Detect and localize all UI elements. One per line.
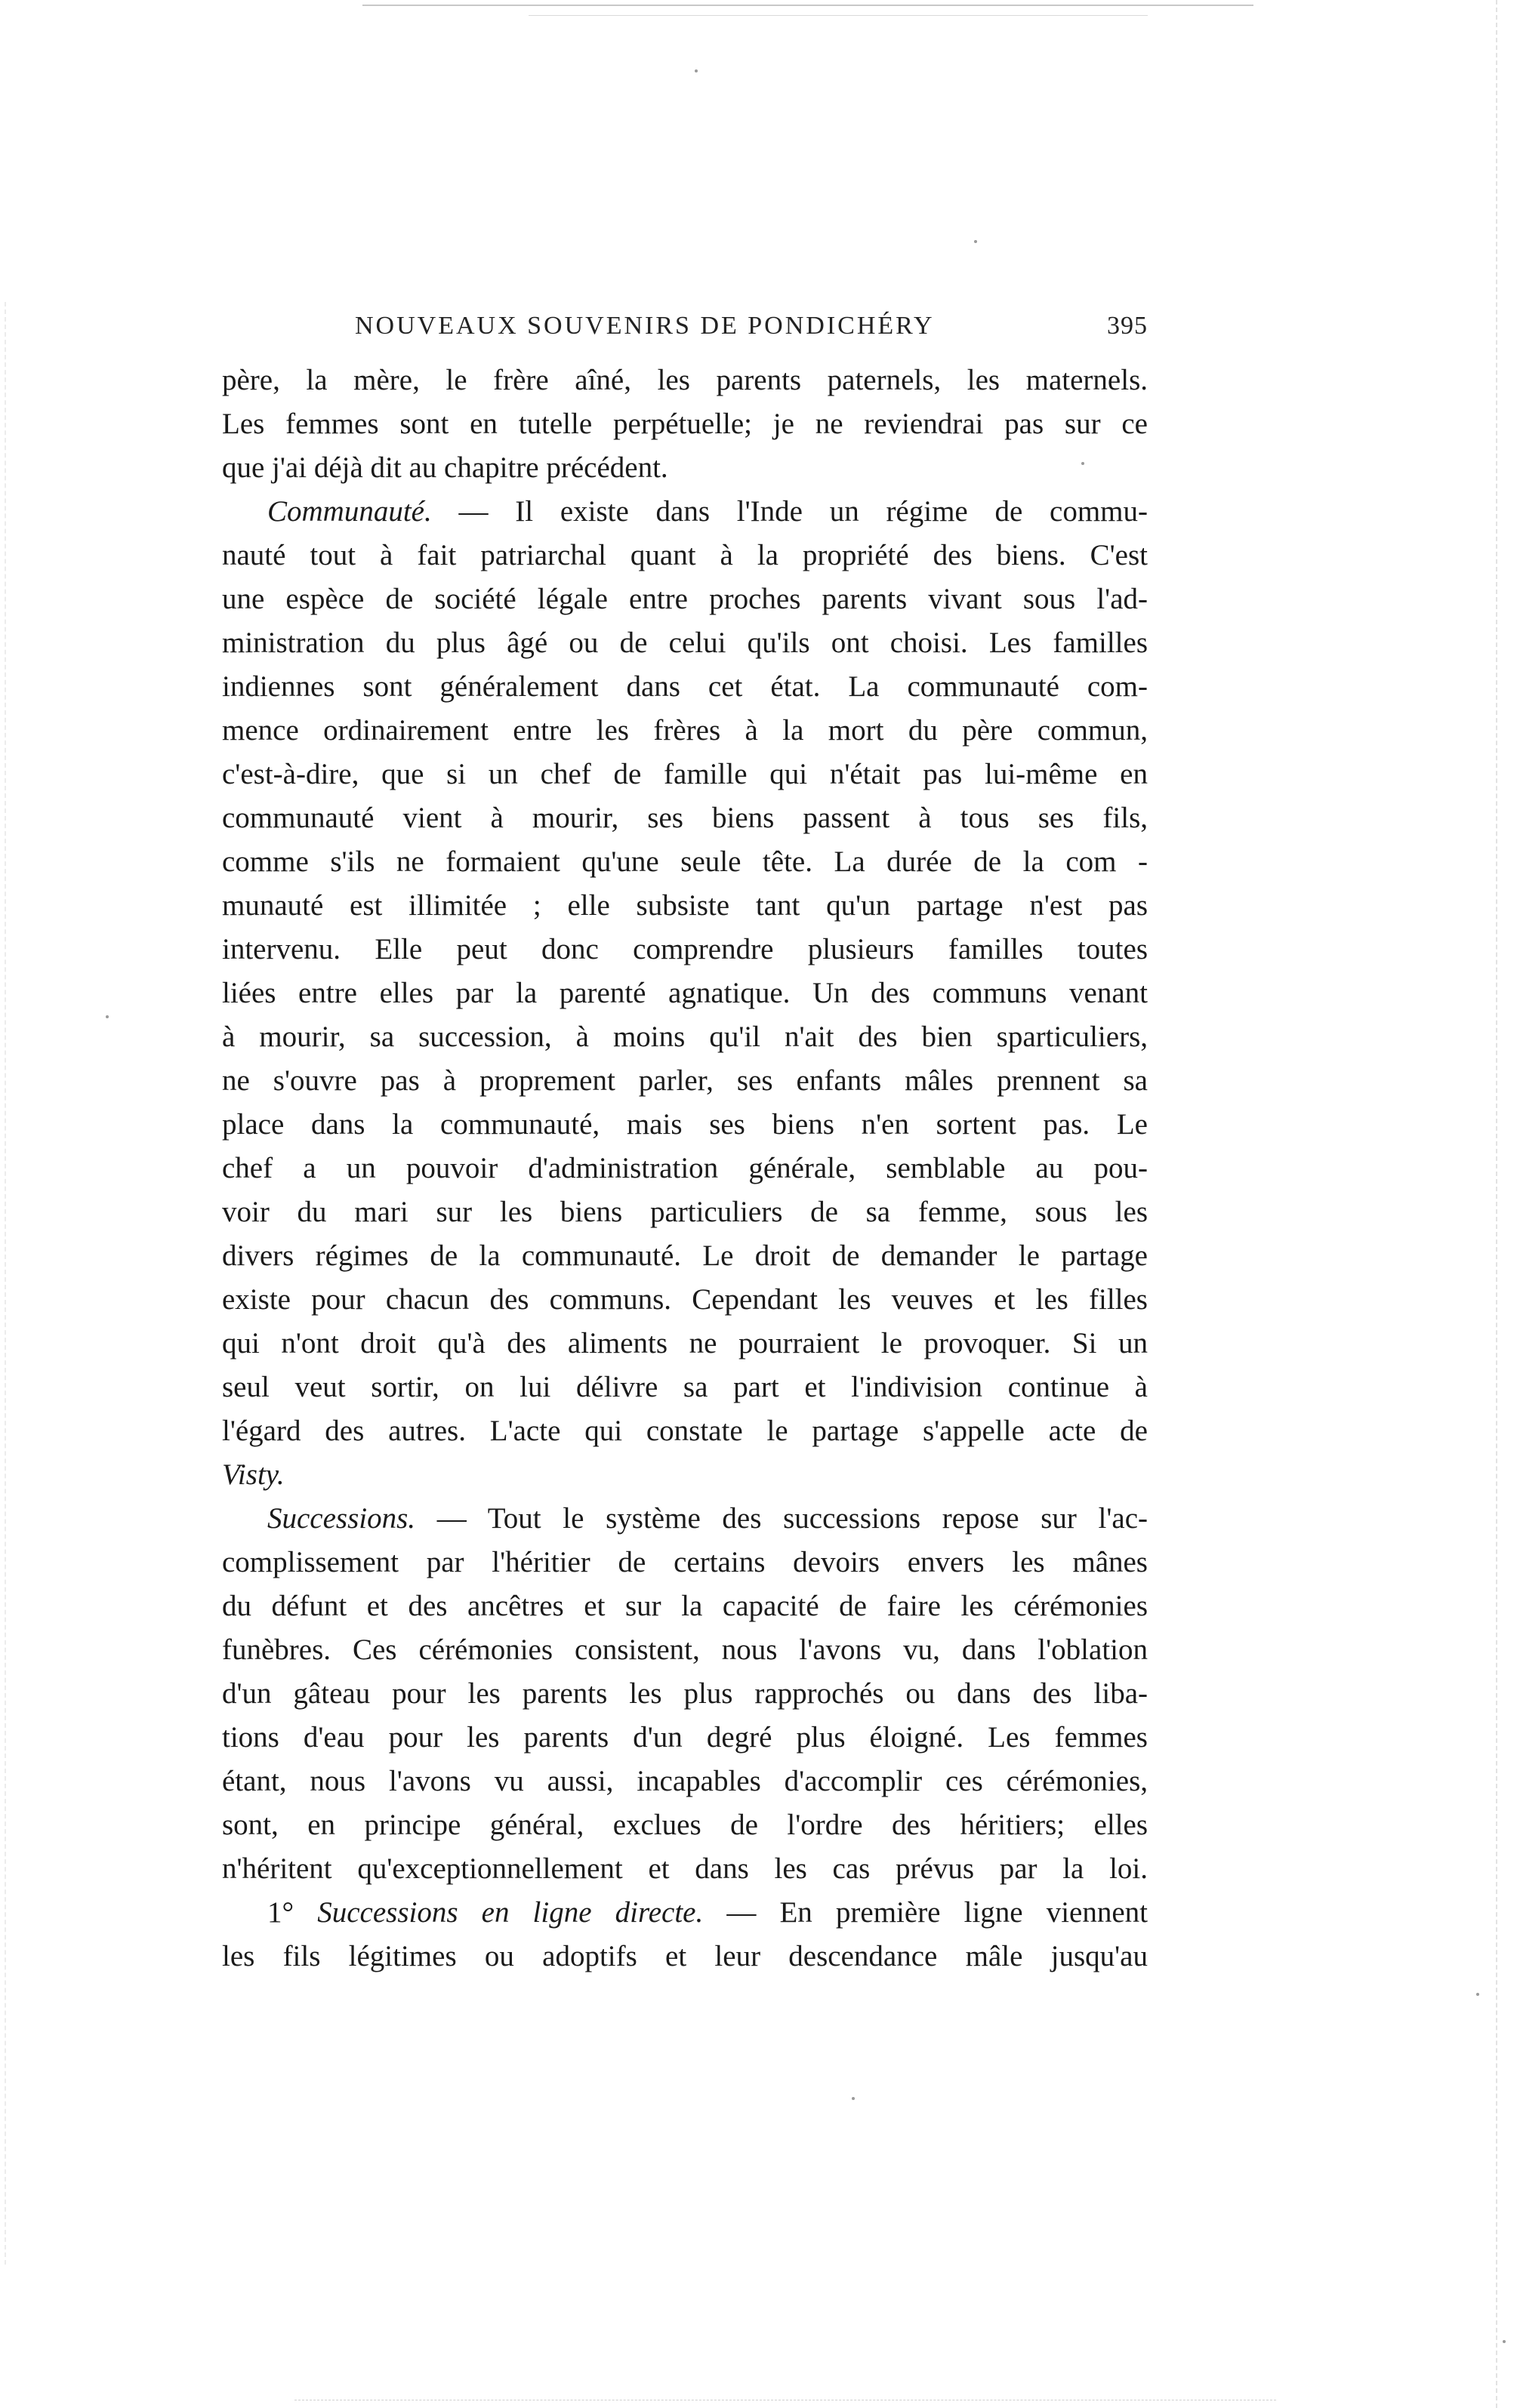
text-line [222,1103,1148,1147]
text-line [222,796,1148,840]
text-line [222,1935,1148,1978]
text-line [222,534,1148,577]
text-run: indiennes sont généralement dans cet état. La communauté com- [222,670,1148,703]
text-run: 1° [267,1896,318,1929]
text-line [222,402,1148,446]
text-run: munauté est illimitée ; elle subsiste tant qu'un partage n'est pas [222,889,1148,922]
text-run: qui n'ont droit qu'à des aliments ne pourraient le provoquer. Si un [222,1327,1148,1360]
text-run: d'un gâteau pour les parents les plus rapprochés ou dans des liba- [222,1677,1148,1710]
text-run: — Tout le système des successions repose sur l'ac- [415,1502,1148,1535]
scan-left-edge [5,302,6,2265]
text-run: une espèce de société légale entre proches parents vivant sous l'ad- [222,583,1148,615]
scan-speck [1081,462,1084,465]
text-run: l'égard des autres. L'acte qui constate le partage s'appelle acte de [222,1415,1148,1447]
text-line [222,490,1148,534]
text-line [222,1278,1148,1322]
text-run: existe pour chacun des communs. Cependant les veuves et les filles [222,1283,1148,1316]
italic-run: Visty. [222,1458,285,1491]
text-run: communauté vient à mourir, ses biens passent à tous ses fils, [222,802,1148,834]
text-line [222,577,1148,621]
running-head [219,304,1148,349]
text-run: ministration du plus âgé ou de celui qu'ils ont choisi. Les familles [222,627,1148,659]
text-run: liées entre elles par la parenté agnatique. Un des communs venant [222,977,1148,1009]
text-run: nauté tout à fait patriarchal quant à la propriété des biens. C'est [222,539,1148,571]
text-run: intervenu. Elle peut donc comprendre plusieurs familles toutes [222,933,1148,965]
text-run: divers régimes de la communauté. Le droit de demander le partage [222,1239,1148,1272]
text-run: complissement par l'héritier de certains devoirs envers les mânes [222,1546,1148,1578]
text-line [222,1366,1148,1409]
text-line [222,972,1148,1015]
text-line [222,1147,1148,1190]
italic-run: Successions en ligne directe. [317,1896,704,1929]
text-line [222,1453,1148,1497]
running-title: NOUVEAUX SOUVENIRS DE PONDICHÉRY [355,312,935,340]
text-line [222,1803,1148,1847]
scan-speck [1503,2340,1506,2343]
text-run: sont, en principe général, exclues de l'ordre des héritiers; elles [222,1809,1148,1841]
text-line [222,928,1148,972]
scan-top-rule [362,5,1253,6]
body-text [222,359,1148,1978]
text-line [222,359,1148,402]
scan-top-rule-secondary [529,15,1148,16]
text-line [222,1190,1148,1234]
text-run: tions d'eau pour les parents d'un degré plus éloigné. Les femmes [222,1721,1148,1754]
text-run: étant, nous l'avons vu aussi, incapables d'accomplir ces cérémonies, [222,1765,1148,1797]
text-line [222,1584,1148,1628]
scan-speck [852,2097,855,2100]
text-run: les fils légitimes ou adoptifs et leur descendance mâle jusqu'au [222,1940,1148,1972]
text-line [222,1891,1148,1935]
text-line [222,1234,1148,1278]
text-line [222,446,1148,490]
text-run: ne s'ouvre pas à proprement parler, ses enfants mâles prennent sa [222,1064,1148,1097]
text-line [222,1541,1148,1584]
text-run: n'héritent qu'exceptionnellement et dans les cas prévus par la loi. [222,1852,1148,1885]
text-run: — En première ligne viennent [703,1896,1148,1929]
scan-speck [695,69,698,72]
text-run: Les femmes sont en tutelle perpétuelle; je ne reviendrai pas sur ce [222,408,1148,440]
italic-run: Successions. [267,1502,416,1535]
text-line [222,1015,1148,1059]
text-run: à mourir, sa succession, à moins qu'il n'ait des bien sparticuliers, [222,1021,1148,1053]
text-line [222,1059,1148,1103]
text-run: funèbres. Ces cérémonies consistent, nous l'avons vu, dans l'oblation [222,1634,1148,1666]
text-line [222,1716,1148,1760]
text-line [222,1847,1148,1891]
text-line [222,1497,1148,1541]
text-line [222,1760,1148,1803]
text-line [222,1409,1148,1453]
text-run: que j'ai déjà dit au chapitre précédent. [222,451,668,484]
page-number: 395 [1107,312,1148,340]
text-line [222,884,1148,928]
text-line [222,753,1148,796]
text-line [222,1322,1148,1366]
text-line [222,1628,1148,1672]
scan-speck [974,240,977,243]
text-run: chef a un pouvoir d'administration générale, semblable au pou- [222,1152,1148,1184]
text-line [222,1672,1148,1716]
text-run: — Il existe dans l'Inde un régime de commu- [431,495,1148,528]
text-run: place dans la communauté, mais ses biens n'en sortent pas. Le [222,1108,1148,1141]
text-line [222,621,1148,665]
scan-right-edge [1496,0,1497,2408]
italic-run: Communauté. [267,495,432,528]
text-line [222,709,1148,753]
scan-speck [106,1015,109,1018]
text-run: père, la mère, le frère aîné, les parents paternels, les maternels. [222,364,1148,396]
text-run: seul veut sortir, on lui délivre sa part et l'indivision continue à [222,1371,1148,1403]
text-line [222,665,1148,709]
text-run: mence ordinairement entre les frères à la mort du père commun, [222,714,1148,747]
scan-speck [1476,1993,1479,1996]
text-run: comme s'ils ne formaient qu'une seule tête. La durée de la com - [222,845,1148,878]
text-run: du défunt et des ancêtres et sur la capacité de faire les cérémonies [222,1590,1148,1622]
text-line [222,840,1148,884]
text-run: voir du mari sur les biens particuliers de sa femme, sous les [222,1196,1148,1228]
text-run: c'est-à-dire, que si un chef de famille qui n'était pas lui-même en [222,758,1148,790]
